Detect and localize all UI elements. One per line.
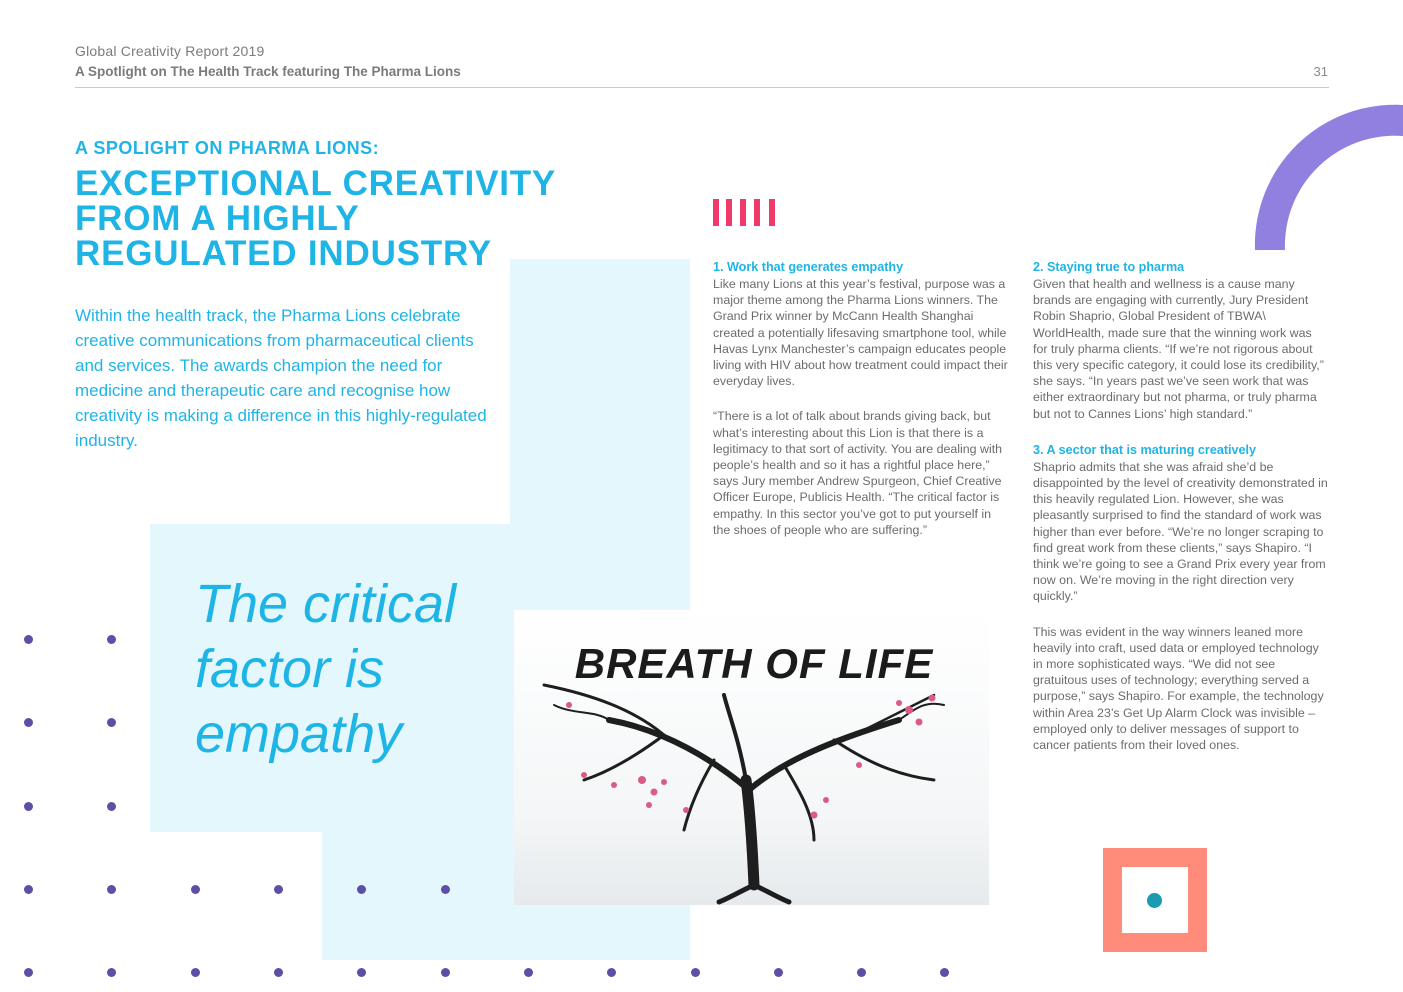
dot	[107, 968, 116, 977]
dot	[24, 802, 33, 811]
headline-line-1: EXCEPTIONAL CREATIVITY	[75, 164, 557, 203]
kicker-heading: A SPOLIGHT ON PHARMA LIONS:	[75, 138, 380, 158]
section-3-heading: 3. A sector that is maturing creatively	[1033, 442, 1257, 457]
quote-line-1: The critical	[195, 574, 457, 634]
dot	[441, 968, 450, 977]
pull-quote	[195, 572, 495, 767]
dot	[24, 968, 33, 977]
dot	[357, 968, 366, 977]
dot	[107, 718, 116, 727]
stripe-1	[713, 199, 719, 226]
page-number: 31	[1313, 64, 1328, 79]
section-3-paragraph-1: Shaprio admits that she was afraid she’d be disappointed by the level of creativity demonstrated in this heavily regulated Lion. However, she was pleasantly surprised to find the standard of work was higher than ever before. “We’re no longer scraping to find great work from these clients,” says Shapiro. “I think we’re going to see a Grand Prix every year from now on. We’re moving in the right direction very quickly.”	[1033, 459, 1328, 604]
stripe-5	[769, 199, 775, 226]
article-column-1	[713, 258, 1011, 557]
dot	[274, 968, 283, 977]
square-decoration-dot	[1147, 893, 1162, 908]
article-column-2	[1033, 258, 1329, 772]
section-1-paragraph-2: “There is a lot of talk about brands giving back, but what’s interesting about this Lion is that there is a legitimacy to that sort of activity. You are dealing with people’s health and so it has a rightful place here,” says Jury member Andrew Spurgeon, Chief Creative Officer Europe, Publicis Health. “The critical factor is empathy. In this sector you’ve got to put yourself in the shoes of people who are suffering.”	[713, 409, 1003, 537]
dot	[524, 968, 533, 977]
dot	[24, 635, 33, 644]
stripe-3	[740, 199, 746, 226]
dot	[107, 635, 116, 644]
section-2-heading: 2. Staying true to pharma	[1033, 260, 1185, 274]
section-1-paragraph-1: Like many Lions at this year’s festival, purpose was a major theme among the Pharma Lions winners. The Grand Prix winner by McCann Health Shanghai created a potentially lifesaving smartphone tool, while Havas Lynx Manchester’s campaign educates people living with HIV about how treatment could impact their everyday lives.	[713, 277, 1008, 389]
section-2-paragraph-1: Given that health and wellness is a cause many brands are engaging with currently, Jury President Robin Shaprio, Global President of TBWA\ WorldHealth, made sure that the winning work was for truly pharma clients. “If we’re not rigorous about this very specific category, it could lose its credibility,” she says. “In years past we’ve seen work that was either extraordinary but not pharma, or truly pharma but not to Cannes Lions’ high standard.”	[1033, 277, 1324, 421]
dot	[857, 968, 866, 977]
dot	[107, 802, 116, 811]
dot	[357, 885, 366, 894]
dot	[24, 718, 33, 727]
dot	[191, 968, 200, 977]
report-title: Global Creativity Report 2019	[75, 43, 265, 59]
dot	[607, 968, 616, 977]
bg-block-upper	[510, 259, 690, 531]
dot	[774, 968, 783, 977]
dot	[441, 885, 450, 894]
dot	[691, 968, 700, 977]
dot	[24, 885, 33, 894]
headline-line-2: FROM A HIGHLY	[75, 199, 360, 238]
arc-decoration	[1240, 100, 1403, 252]
dot	[940, 968, 949, 977]
section-1-heading: 1. Work that generates empathy	[713, 260, 904, 274]
header-divider	[75, 87, 1329, 88]
quote-line-3: empathy	[195, 704, 403, 764]
dot	[191, 885, 200, 894]
breath-of-life-title: BREATH OF LIFE	[574, 640, 934, 687]
breath-of-life-image	[514, 610, 989, 905]
section-title: A Spotlight on The Health Track featuring The Pharma Lions	[75, 64, 461, 79]
headline-line-3: REGULATED INDUSTRY	[75, 234, 492, 273]
intro-paragraph: Within the health track, the Pharma Lions celebrate creative communications from pharmaceutical clients and services. The awards champion the need for medicine and therapeutic care and recognise how creativity is making a difference in this highly-regulated industry.	[75, 306, 487, 450]
main-headline	[75, 166, 556, 271]
dot	[274, 885, 283, 894]
dot	[107, 885, 116, 894]
stripe-4	[754, 199, 760, 226]
stripe-2	[726, 199, 732, 226]
section-3-paragraph-2: This was evident in the way winners leaned more heavily into craft, used data or employed technology in more sophisticated ways. “We did not see gratuitous uses of technology; everything served a purpose,” says Shapiro. For example, the technology within Area 23’s Get Up Alarm Clock was invisible – employed only to deliver messages of support to cancer patients from their loved ones.	[1033, 624, 1324, 753]
quote-line-2: factor is	[195, 639, 385, 699]
